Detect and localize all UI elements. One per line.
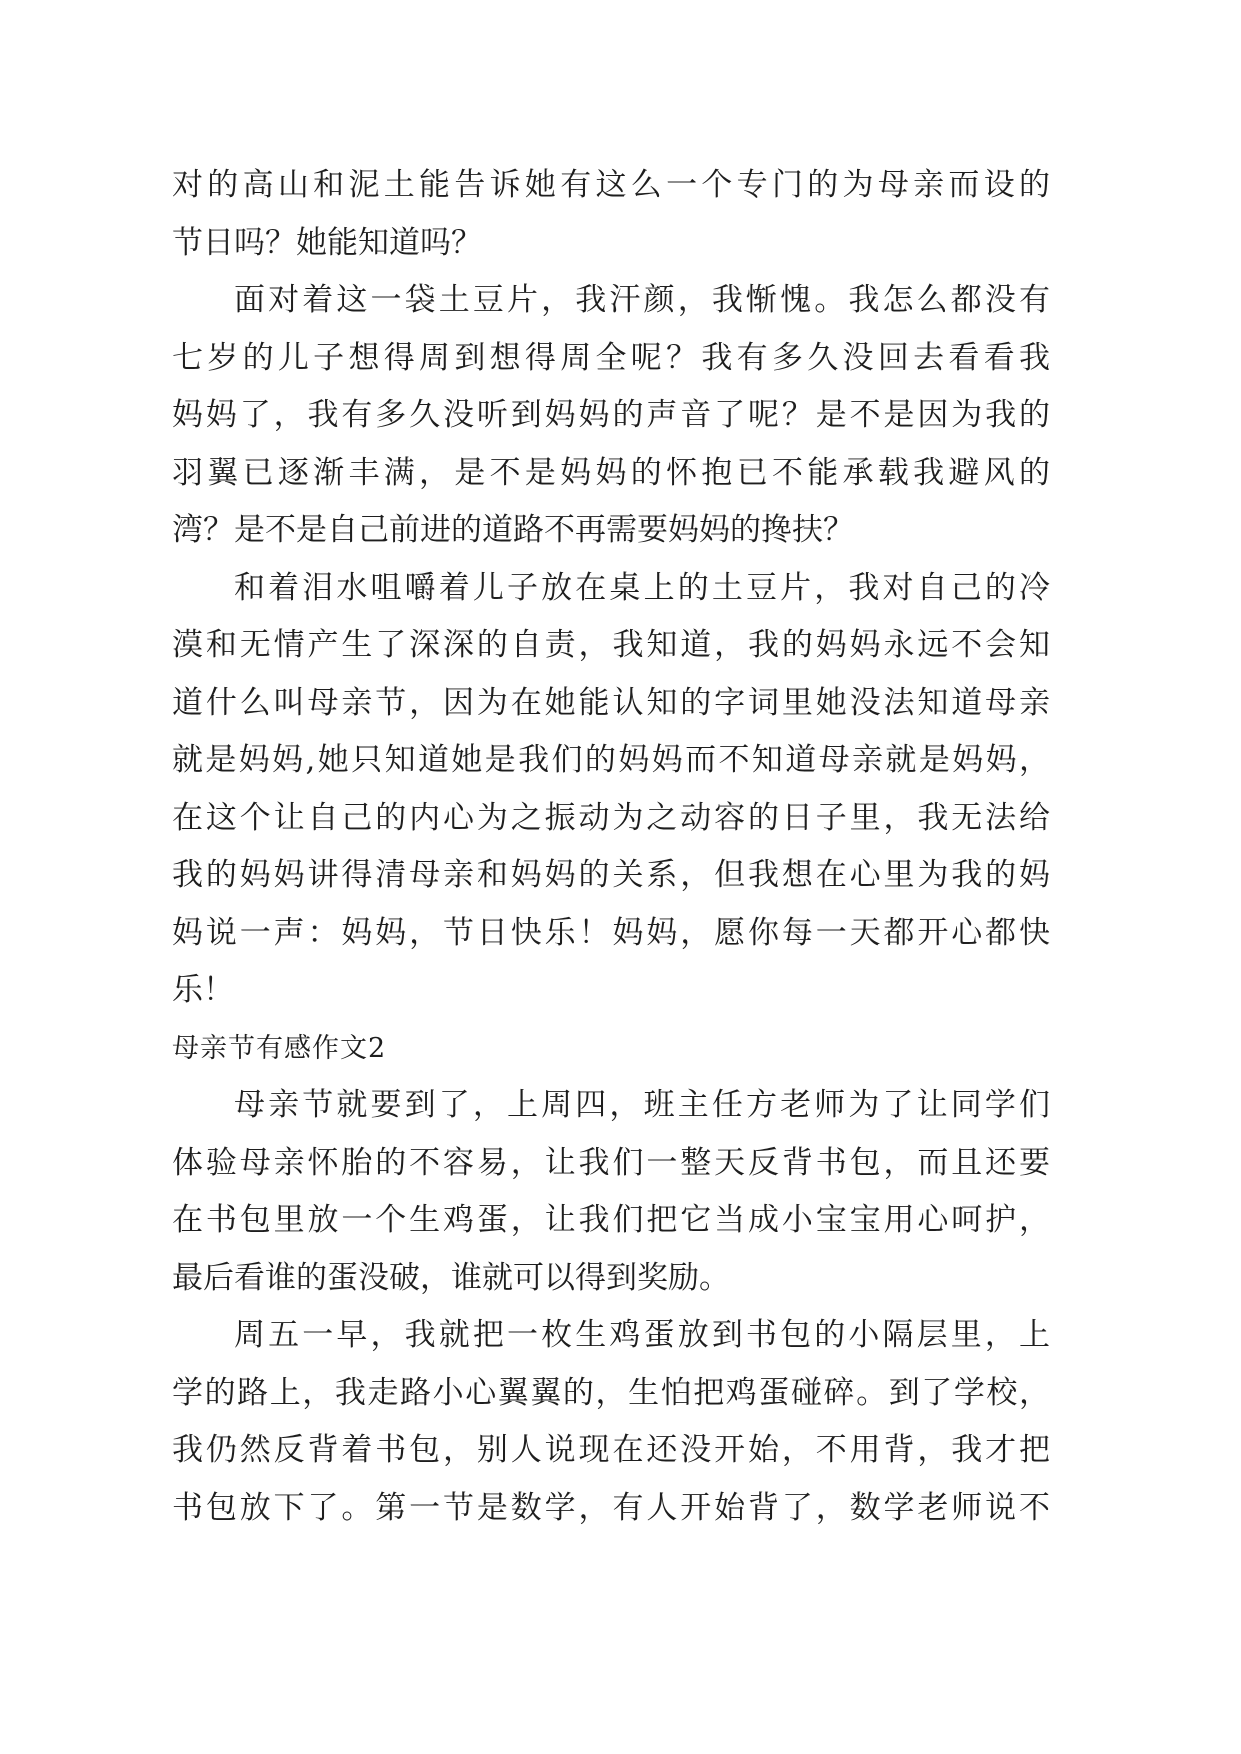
text-line: 最后看谁的蛋没破，谁就可以得到奖励。	[172, 1259, 730, 1296]
text-line: 乐！	[172, 972, 234, 1008]
paragraph	[172, 1307, 1050, 1537]
document-page	[172, 157, 1050, 1537]
paragraph	[172, 157, 1050, 272]
paragraph	[172, 1077, 1050, 1307]
text-line: 七岁的儿子想得周到想得周全呢？我有多久没回去看看我	[172, 339, 1050, 376]
text-line: 书包放下了。第一节是数学，有人开始背了，数学老师说不	[172, 1489, 1050, 1526]
text-line: 妈说一声：妈妈，节日快乐！妈妈，愿你每一天都开心都快	[172, 914, 1050, 951]
text-line: 在书包里放一个生鸡蛋，让我们把它当成小宝宝用心呵护，	[172, 1202, 1050, 1238]
text-line: 我仍然反背着书包，别人说现在还没开始，不用背，我才把	[172, 1432, 1050, 1468]
text-line: 母亲节就要到了，上周四，班主任方老师为了让同学们	[234, 1087, 1050, 1123]
text-line: 就是妈妈,她只知道她是我们的妈妈而不知道母亲就是妈妈，	[172, 742, 1050, 778]
text-line: 体验母亲怀胎的不容易，让我们一整天反背书包，而且还要	[172, 1144, 1050, 1181]
text-line: 我的妈妈讲得清母亲和妈妈的关系，但我想在心里为我的妈	[172, 857, 1050, 893]
paragraph	[172, 560, 1050, 1020]
text-line: 湾？是不是自己前进的道路不再需要妈妈的搀扶？	[172, 512, 854, 548]
text-line: 面对着这一袋土豆片，我汗颜，我惭愧。我怎么都没有	[234, 282, 1050, 318]
paragraph	[172, 272, 1050, 560]
text-line: 节日吗？她能知道吗？	[172, 224, 482, 261]
text-line: 道什么叫母亲节，因为在她能认知的字词里她没法知道母亲	[172, 684, 1050, 721]
text-line: 漠和无情产生了深深的自责，我知道，我的妈妈永远不会知	[172, 627, 1050, 663]
text-line: 羽翼已逐渐丰满，是不是妈妈的怀抱已不能承载我避风的	[172, 454, 1050, 491]
text-line: 妈妈了，我有多久没听到妈妈的声音了呢？是不是因为我的	[172, 397, 1050, 433]
text-line: 对的高山和泥土能告诉她有这么一个专门的为母亲而设的	[172, 167, 1050, 203]
text-line: 在这个让自己的内心为之振动为之动容的日子里，我无法给	[172, 799, 1050, 836]
text-line: 和着泪水咀嚼着儿子放在桌上的土豆片，我对自己的冷	[234, 569, 1050, 606]
text-line: 周五一早，我就把一枚生鸡蛋放到书包的小隔层里，上	[234, 1317, 1050, 1353]
text-line: 学的路上，我走路小心翼翼的，生怕把鸡蛋碰碎。到了学校，	[172, 1374, 1050, 1411]
section-heading: 母亲节有感作文2	[172, 1032, 387, 1064]
